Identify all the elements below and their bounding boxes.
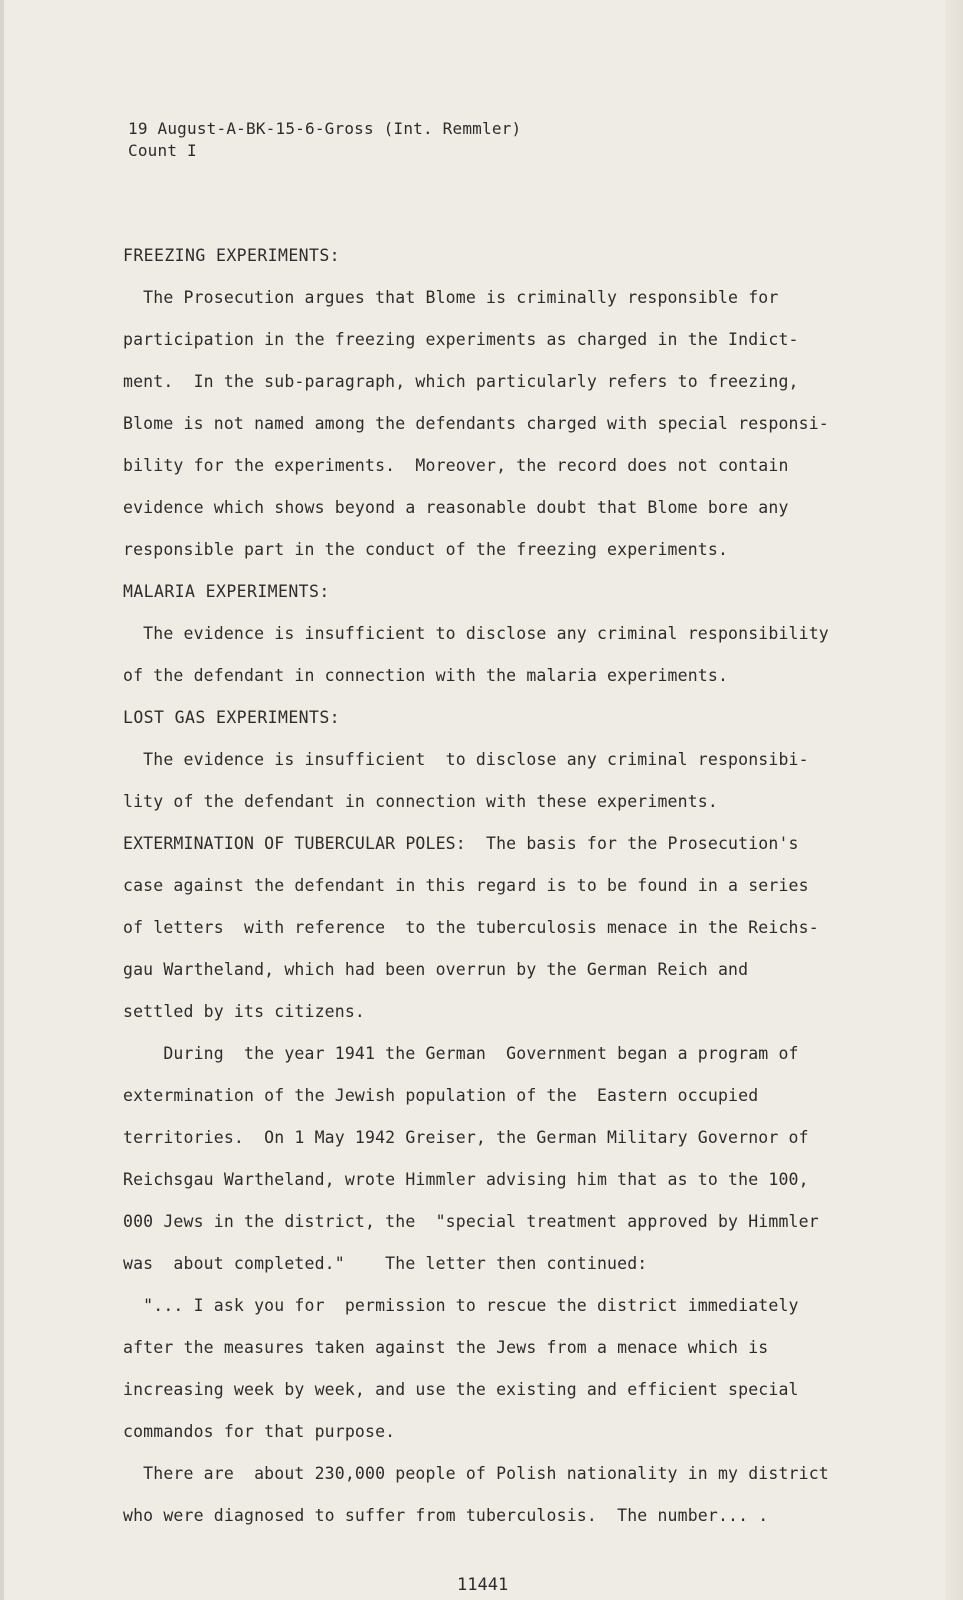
document-body [123, 246, 853, 1543]
heading-malaria: MALARIA EXPERIMENTS: [123, 582, 330, 601]
quote-line: who were diagnosed to suffer from tuberculosis. The number... . [123, 1506, 769, 1525]
text-line: of letters with reference to the tuberculosis menace in the Reichs- [123, 918, 819, 937]
page-edge-right [945, 0, 963, 1600]
text-line: The evidence is insufficient to disclose any criminal responsibi- [123, 750, 809, 769]
text-line: The evidence is insufficient to disclose any criminal responsibility [123, 624, 829, 643]
quote-line: commandos for that purpose. [123, 1422, 396, 1441]
heading-tubercular-poles: EXTERMINATION OF TUBERCULAR POLES: The basis for the Prosecution's [123, 834, 799, 853]
page-number: 11441 [457, 1575, 509, 1595]
heading-freezing: FREEZING EXPERIMENTS: [123, 246, 341, 265]
text-line: The Prosecution argues that Blome is criminally responsible for [123, 288, 779, 307]
quote-line: "... I ask you for permission to rescue the district immediately [123, 1296, 799, 1315]
text-line: settled by its citizens. [123, 1002, 366, 1021]
text-line: participation in the freezing experiments as charged in the Indict- [123, 330, 799, 349]
page-edge-left [0, 0, 4, 1600]
text-line: gau Wartheland, which had been overrun by the German Reich and [123, 960, 749, 979]
quote-line: after the measures taken against the Jews from a menace which is [123, 1338, 769, 1357]
document-header [128, 118, 521, 162]
text-line: Reichsgau Wartheland, wrote Himmler advising him that as to the 100, [123, 1170, 809, 1189]
text-line: 000 Jews in the district, the "special treatment approved by Himmler [123, 1212, 819, 1231]
text-line: evidence which shows beyond a reasonable doubt that Blome bore any [123, 498, 789, 517]
quote-line: There are about 230,000 people of Polish nationality in my district [123, 1464, 829, 1483]
reference-line: 19 August-A-BK-15-6-Gross (Int. Remmler) [128, 119, 522, 138]
text-line: territories. On 1 May 1942 Greiser, the German Military Governor of [123, 1128, 809, 1147]
text-line: was about completed." The letter then continued: [123, 1254, 648, 1273]
text-line: of the defendant in connection with the malaria experiments. [123, 666, 729, 685]
quote-line: increasing week by week, and use the existing and efficient special [123, 1380, 799, 1399]
text-line: extermination of the Jewish population of the Eastern occupied [123, 1086, 759, 1105]
text-line: ment. In the sub-paragraph, which particularly refers to freezing, [123, 372, 799, 391]
text-line: lity of the defendant in connection with these experiments. [123, 792, 718, 811]
text-line: case against the defendant in this regard is to be found in a series [123, 876, 809, 895]
text-line: bility for the experiments. Moreover, the record does not contain [123, 456, 789, 475]
heading-lost-gas: LOST GAS EXPERIMENTS: [123, 708, 341, 727]
text-line: During the year 1941 the German Government began a program of [123, 1044, 799, 1063]
count-line: Count I [128, 141, 197, 160]
text-line: Blome is not named among the defendants charged with special responsi- [123, 414, 829, 433]
text-line: responsible part in the conduct of the freezing experiments. [123, 540, 729, 559]
